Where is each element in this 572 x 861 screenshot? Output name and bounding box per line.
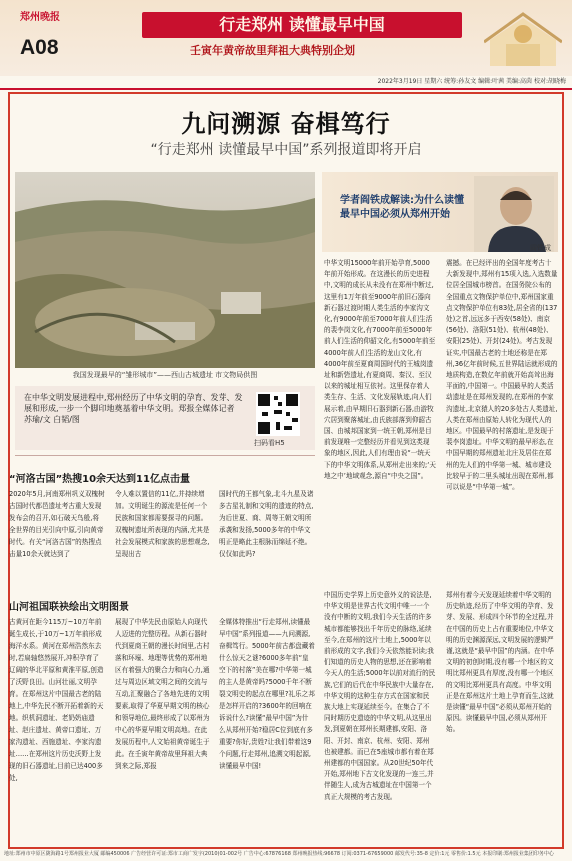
interview-column: 郑州有着今天发现延续着中华文明的历史轨迹,经历了中华文明的孕育、发芽、发展、形成四个环节的全过程,并在中国的历史上占有重要地位,中华文明的历史渊源深远,文明发展的逻辑严谨,这就是“最早中国”的内涵。在中华文明的初创时期,没有哪一个地区的文明比郑州更具有厚度,没有哪一个地区的文明比郑州更具有高度。中华文明正是在郑州这片土地上孕育而生,这就是读懂“最早中国”必须从郑州开始的原因。读懂最早中国,必须从郑州开始。 bbox=[446, 591, 554, 734]
aerial-photo bbox=[15, 172, 315, 368]
intro-text: 在中华文明发展进程中,郑州经历了中华文明的孕育、发芽、发展和形成,一步一个脚印地奠基着中华文明。郑报全媒体记者 苏瑜/文 白韬/图 bbox=[24, 393, 243, 424]
section1-title: “河洛古国”热搜10余天达到11亿点击量 bbox=[9, 474, 190, 485]
interview-column: 中国历史学界上历史意外义的说法是,中华文明是世界古代文明中唯一一个没有中断的文明,我们今天生活的许多城市都能够找出千年历史的脉络,延续至今,在郑州的这片土地上,5000年以前形成的文字,我们今天依然能识读;我们知道的历史人物的思想,还在影响着今天人的生活;5000年以前对流行的民族,它们的后代在中华民族中大量存在,中华文明的这种生存方式在国家和民族大地上实现延续至今。在集合了不同时期历史遗迹的中华文明,从这里出发,到夏朝在郑州长期建都,安阳、洛阳、开封、南京、杭州、安阳、郑州也被建都。而已在5座城市都有着在郑州建都的中国国家。从20世纪50年代开始,郑州地下古文化发现的一连三,并伴随生人,成为古城遗址在中国第一个真正大规模的考古发现。 bbox=[324, 591, 436, 801]
subheadline: “行走郑州 读懂最早中国”系列报道即将开启 bbox=[150, 142, 422, 158]
qr-code-icon[interactable] bbox=[256, 392, 300, 436]
interview-column: 中华文明15000年前开始孕育,5000年前开始形成。在这漫长的历史进程中,文明的成长从未没有在郑州中断过,这里有1万年前至9000年前旧石器向新石器过渡时期人类生活的李家沟文化,有9000年前至7000年前人们生活的裴李岗文化,有7000年前至5000年前人们生活的仰韶文化,有5000年前至4000年前人们生活的龙山文化,有4000年前至夏商周国时代的王城岗遗址和新砦遗址,有夏商周、秦汉、至汉以来的城址相互依衬。这里保存着人类生存、生活、文化发展轨迹,向人们展示着,由早期旧石器到新石器,由游牧穴居到聚落城址,由氏族部落到仰韶古国、由城邦国家到一统王朝,郑州是目前发现唯一完整经历并看见到这类现象的地区,因此,人们有理由说“一统天下的中华文明体系,从郑州走出来的;‘天地之中’地域观念,源自“中央之国”。 bbox=[324, 259, 436, 480]
photo-caption: 我国发现最早的“雏形城市”——西山古城遗址 市文物局供图 bbox=[72, 371, 258, 379]
page-number: A08 bbox=[20, 36, 59, 59]
page-header bbox=[0, 0, 572, 76]
header-subtitle: 壬寅年黄帝故里拜祖大典特别企划 bbox=[190, 44, 355, 57]
portrait-name: 阎铁成 bbox=[530, 244, 551, 252]
section1-column: 2020年5月,河南郑州巩义双槐树古国时代都邑遗址考古重大发现发布会的召开,如石破天鸟般,将全世界的目光引向中原,引向黄帝时代。有关“河洛古国”的热搜点击量10余天就达到了 bbox=[9, 490, 105, 558]
section2-column: 展现了中华先民由原始人向现代人迈进的完整历程。从新石器时代到夏商王朝的漫长时间里,古村落和环壕、地理等优势的郑州地区有着强大的聚合力和向心力,通过与周边区域文明之间的交流与互动,汇聚融合了各地先进的文明要素,取得了华夏早期文明的核心和领导地位,最终形成了以郑州为中心的华夏早期文明高地。在此发展历程中,人文始祖黄帝诞生于此。在壬寅年黄帝故里拜祖大典到来之际,郑报 bbox=[115, 618, 210, 770]
page-footer: 地址:郑州市中原区陇海路1号郑州报业大厦 邮编450006 广告经营许可证:郑市工商广发字(2010)01-002号 广告中心:67876168 郑州晚报热线:96678 订阅:0371-67659000 邮发代号:35-8 定价:1元 零售价:1.5元 本报印刷:郑州报业集团印务中心 bbox=[4, 851, 554, 857]
headline: 九问溯源 奋楫笃行 bbox=[181, 110, 391, 138]
section1-column: 令人难以置信的11亿,并持续增加。文明诞生的源流是任何一个民族和国家都需要探寻的问题。双槐树遗址所表现的内涵,尤其是社会发展模式和家族的思想观念,呈现出古 bbox=[115, 490, 210, 558]
section2-column: 全媒体特推出“行走郑州,读懂最早中国”系列报道——九问溯源,奋楫笃行。5000年前古都盘藏着什么惊天之谜?6000多年前“皇空下的村落”美在哪?中华第一城的主人是黄帝吗?5000千年不断裂文明史的起点在哪里?礼乐之邦是怎样开启的?3600年的回响在诉说什么?读懂“最早中国”为什么从郑州开始?稳居C位到底有多重要?你好,贵姓?让我们带着这9个问题,行走郑州,追溯文明起源,读懂最早中国! bbox=[219, 618, 315, 770]
interview-column: 震撼。在已经评出的全国年度考古十大新发现中,郑州有15项入选,入选数量位居全国城市榜首。在国务院公布的全国重点文物保护单位中,郑州国家重点文物保护单位有83处,居全省的(137处)之首,远远多于西安(58处)、南京(56处)、洛阳(51处)、杭州(48处)、安阳(25处)、开封(24处)。考古发现证实,中国最古老的土地还称是在郑州,36亿年前时候,五世界陆运就形成的地质构造,在数亿年前就开始高耸出海平面的,中国第一。中国最早的人类活动遗址是在郑州发现的,在郑州的李家沟遗址,北京猿人的20多处古人类遗址,人类在郑州由原始人转化为现代人的地区。中国最早的村落遗址,是发现于裴李岗遗址。中华文明的最早形态,在中国早期的郑州遗址北庄及居住在郑州的先人们的中华第一城、城市建设比较早于的二里头城址出现在郑州,都可以说是“中华第一城”。 bbox=[446, 259, 558, 492]
section1-column: 国时代的王都气象,北斗九星及诸多古星礼制和文明的遗迹的特点,为后世夏、商、周等王朝文明所承袭和发扬,5000多年的中华文明正是略此主根脉而绵延不绝。仅仅如此吗? bbox=[219, 490, 314, 558]
section2-column: 古黄河在距今115万~10万年前诞生成长,于10万~1万年前形成海洋水系。黄河在郑州浩然东去时,若扁轴悠然展开,冲积孕育了辽阔的华北平原和黄淮平原,创造了沃野良田。山河壮丽,文明孕育。在郑州这片中国最古老的陆地上,中华先民不断开拓着新的天地。织机洞遗址、老奶奶庙遗址、赵庄遗址、黄帝口遗址、万家沟遗址、西施遗址、李家沟遗址……在郑州这片历史沃野上发现的旧石器遗址,目前已达400多处, bbox=[9, 618, 104, 782]
header-divider bbox=[0, 88, 572, 90]
interview-title: 学者阎铁成解读:为什么读懂最早中国必须从郑州开始 bbox=[340, 195, 464, 220]
section2-title: 山河祖国联袂绘出文明图景 bbox=[9, 602, 129, 613]
newspaper-logo: 郑州晚报 bbox=[20, 12, 60, 23]
portrait-photo bbox=[474, 176, 554, 252]
issue-meta: 2022年3月19日 星期六 统筹:孙友文 编辑:叶茜 美编:高茵 校对:胡晓梅 bbox=[377, 78, 566, 85]
qr-caption: 扫码看H5 bbox=[254, 439, 285, 447]
palace-ornament-icon bbox=[484, 6, 562, 70]
header-slogan: 行走郑州 读懂最早中国 bbox=[142, 12, 462, 38]
section-divider bbox=[15, 455, 315, 456]
